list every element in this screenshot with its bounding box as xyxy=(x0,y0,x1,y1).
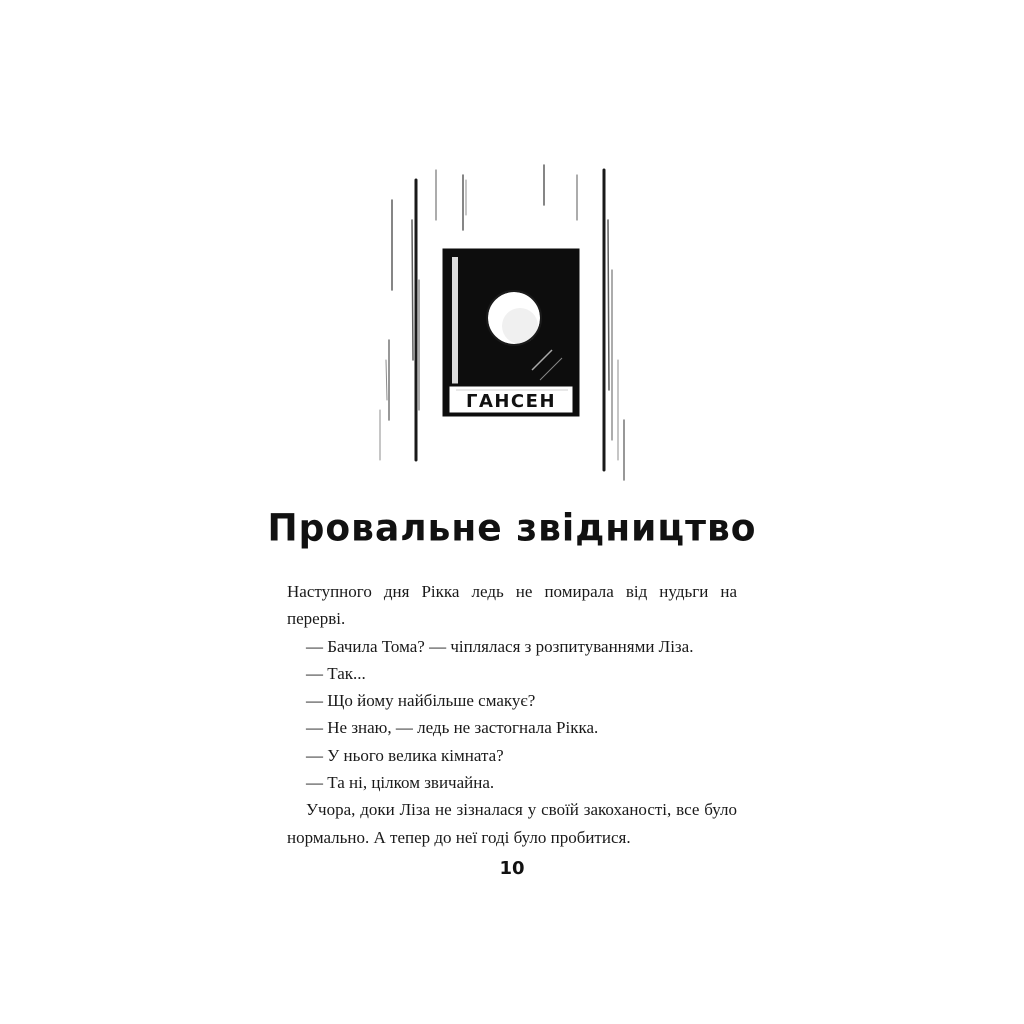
dialogue-line: — Бачила Тома? — чіплялася з розпитуваннями Ліза. xyxy=(306,636,694,656)
dialogue-line: — Не знаю, — ледь не застогнала Рікка. xyxy=(306,718,599,738)
door-with-nameplate-illustration xyxy=(372,160,642,490)
dialogue-line: — Що йому найбільше смакує? xyxy=(306,691,536,711)
dialogue-line: — У нього велика кімната? xyxy=(306,745,504,765)
dialogue-line: — Так... xyxy=(306,663,366,683)
chapter-title: Провальне звідництво xyxy=(267,506,757,551)
paragraph: Наступного дня Рікка ледь не помирала від нудьги на перерві. xyxy=(287,582,737,629)
nameplate xyxy=(448,385,574,414)
chapter-body xyxy=(287,578,737,851)
nameplate-label: ГАНСЕН xyxy=(465,391,557,412)
dialogue-line: — Та ні, цілком звичайна. xyxy=(306,773,495,793)
paragraph: Учора, доки Ліза не зізналася у своїй закоханості, все було нормально. А тепер до неї годі було пробитися. xyxy=(287,800,737,847)
peephole-icon xyxy=(487,291,541,345)
page-number: 10 xyxy=(499,858,525,879)
